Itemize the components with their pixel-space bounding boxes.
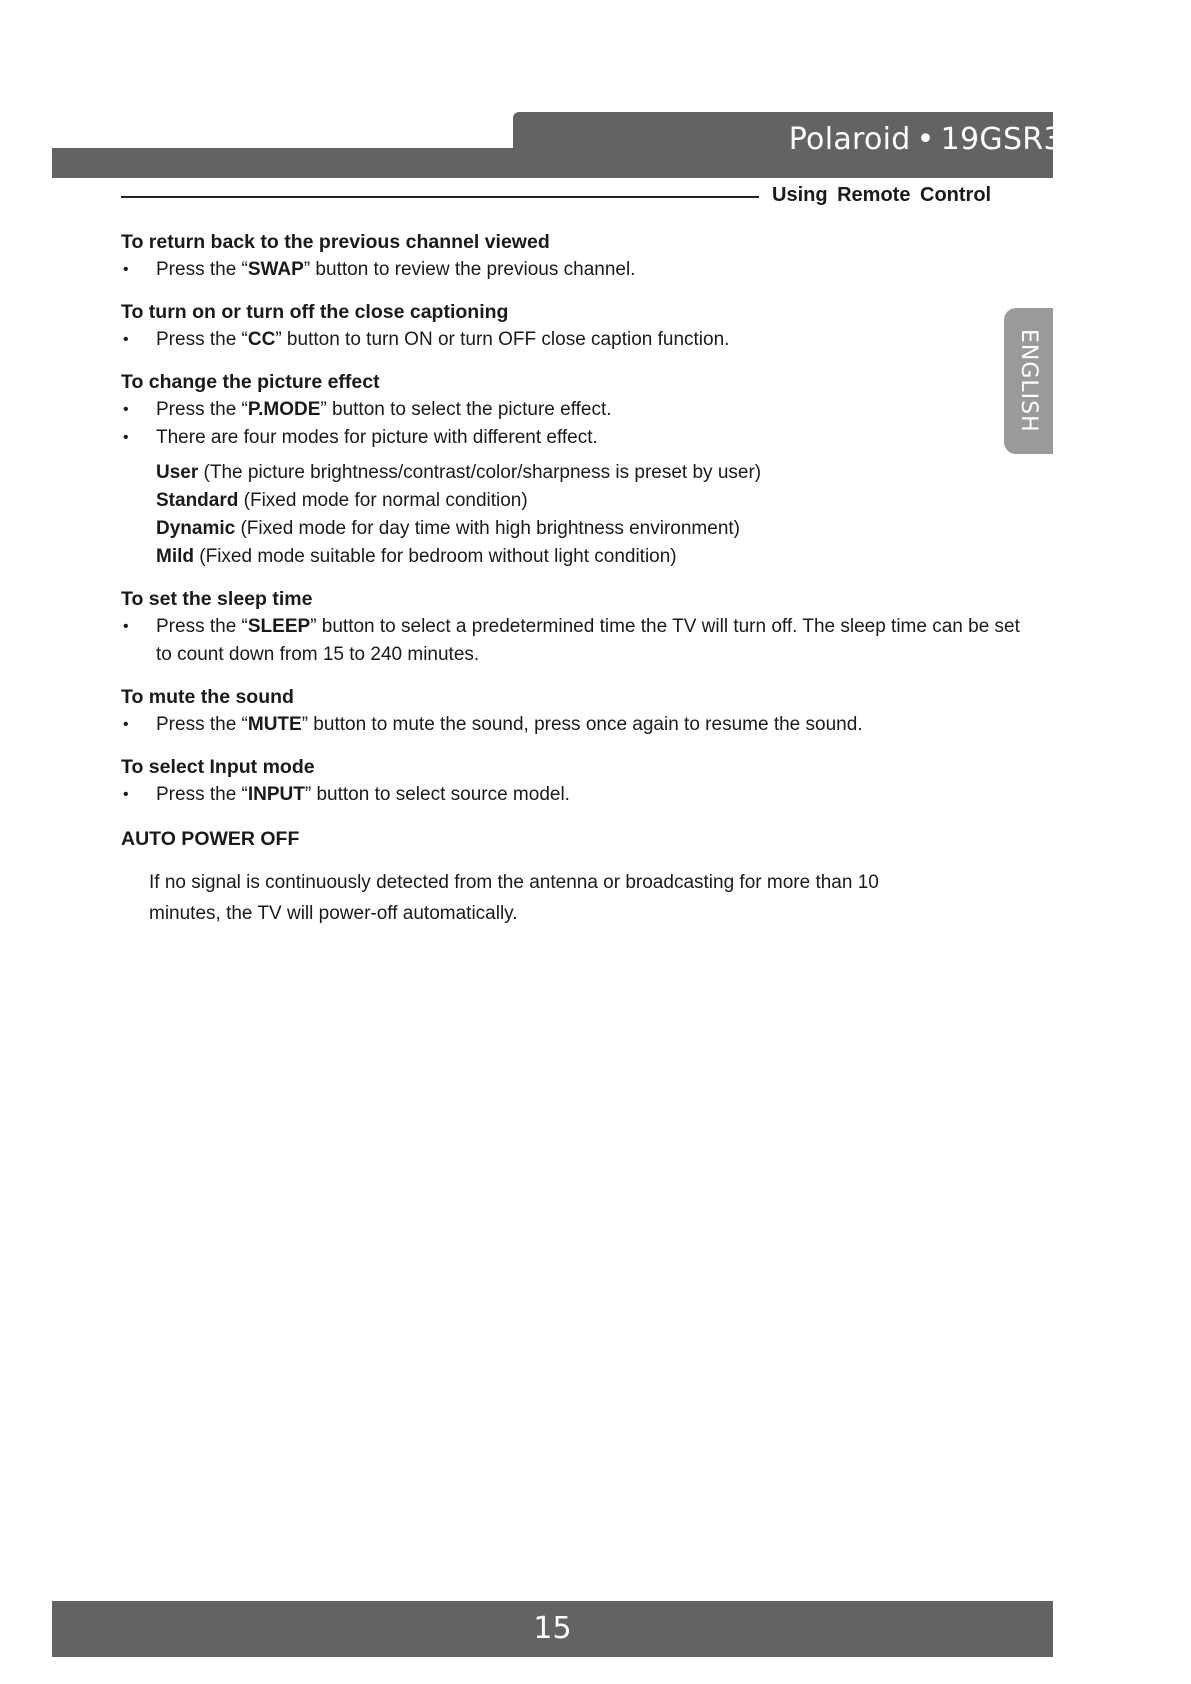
mode-description: (Fixed mode for normal condition): [243, 490, 528, 511]
section-heading: To select Input mode: [121, 756, 315, 778]
language-tab-label: ENGLISH: [1016, 329, 1041, 433]
brand-name: Polaroid: [788, 122, 911, 157]
mode-item: [156, 515, 1021, 543]
bullet-text: ” button to review the previous channel.: [303, 259, 636, 280]
page-number: 15: [533, 1611, 572, 1646]
mode-description: (The picture brightness/contrast/color/sharpness is preset by user): [203, 462, 762, 483]
auto-power-off-heading: AUTO POWER OFF: [121, 828, 300, 850]
bullet-text: There are four modes for picture with different effect.: [156, 427, 598, 448]
auto-power-off-text: If no signal is continuously detected from the antenna or broadcasting for more than 10 minutes, the TV will power-off automatically.: [149, 872, 879, 924]
section-heading: To change the picture effect: [121, 371, 380, 393]
mode-item: [156, 487, 1021, 515]
key-name: SLEEP: [247, 616, 311, 637]
bullet-text: ” button to turn ON or turn OFF close caption function.: [275, 329, 730, 350]
header-rule: [121, 196, 759, 198]
mode-name: Standard: [156, 490, 239, 511]
page-content: [121, 228, 1021, 929]
bullet-text: Press the “: [156, 399, 248, 420]
section-heading: To turn on or turn off the close captioning: [121, 301, 509, 323]
section-picture-effect: [121, 368, 1021, 571]
bullet-text: Press the “: [156, 259, 248, 280]
bullet-text: Press the “: [156, 784, 248, 805]
bullet-item: [121, 711, 1021, 739]
key-name: P.MODE: [247, 399, 321, 420]
bullet-text: ” button to select the picture effect.: [320, 399, 612, 420]
bullet-item: [121, 424, 1021, 452]
brand-model: [789, 122, 1121, 157]
key-name: CC: [247, 329, 276, 350]
header-bar-left: [52, 148, 517, 178]
mode-name: Dynamic: [156, 518, 236, 539]
section-mute: [121, 683, 1021, 739]
bullet-text: ” button to select source model.: [304, 784, 570, 805]
section-heading: To mute the sound: [121, 686, 294, 708]
key-name: MUTE: [247, 714, 302, 735]
mode-description: (Fixed mode for day time with high brightness environment): [240, 518, 740, 539]
section-heading: To return back to the previous channel viewed: [121, 231, 550, 253]
bullet-text: ” button to mute the sound, press once again to resume the sound.: [301, 714, 863, 735]
bullet-item: [121, 613, 1021, 669]
section-heading: To set the sleep time: [121, 588, 313, 610]
key-name: INPUT: [247, 784, 305, 805]
mode-name: Mild: [156, 546, 194, 567]
footer-bar: [52, 1601, 1053, 1657]
model-number: 19GSR3000: [940, 122, 1121, 157]
bullet-item: [121, 781, 1021, 809]
section-swap: [121, 228, 1021, 284]
bullet-text: Press the “: [156, 329, 248, 350]
mode-item: [156, 459, 1021, 487]
section-input: [121, 753, 1021, 809]
section-cc: [121, 298, 1021, 354]
mode-name: User: [156, 462, 199, 483]
bullet-text: ” button to select a predetermined time the TV will turn off. The sleep time can be set to count down from 15 to 240 minutes.: [156, 616, 1020, 665]
section-sleep: [121, 585, 1021, 669]
mode-item: [156, 543, 1021, 571]
bullet-text: Press the “: [156, 616, 248, 637]
mode-description: (Fixed mode suitable for bedroom without light condition): [199, 546, 677, 567]
brand-separator: •: [916, 122, 935, 157]
bullet-item: [121, 326, 1021, 354]
key-name: SWAP: [247, 259, 304, 280]
picture-modes-list: [121, 459, 1021, 571]
bullet-text: Press the “: [156, 714, 248, 735]
bullet-item: [121, 396, 1021, 424]
section-title: Using Remote Control: [772, 184, 992, 206]
bullet-item: [121, 256, 1021, 284]
